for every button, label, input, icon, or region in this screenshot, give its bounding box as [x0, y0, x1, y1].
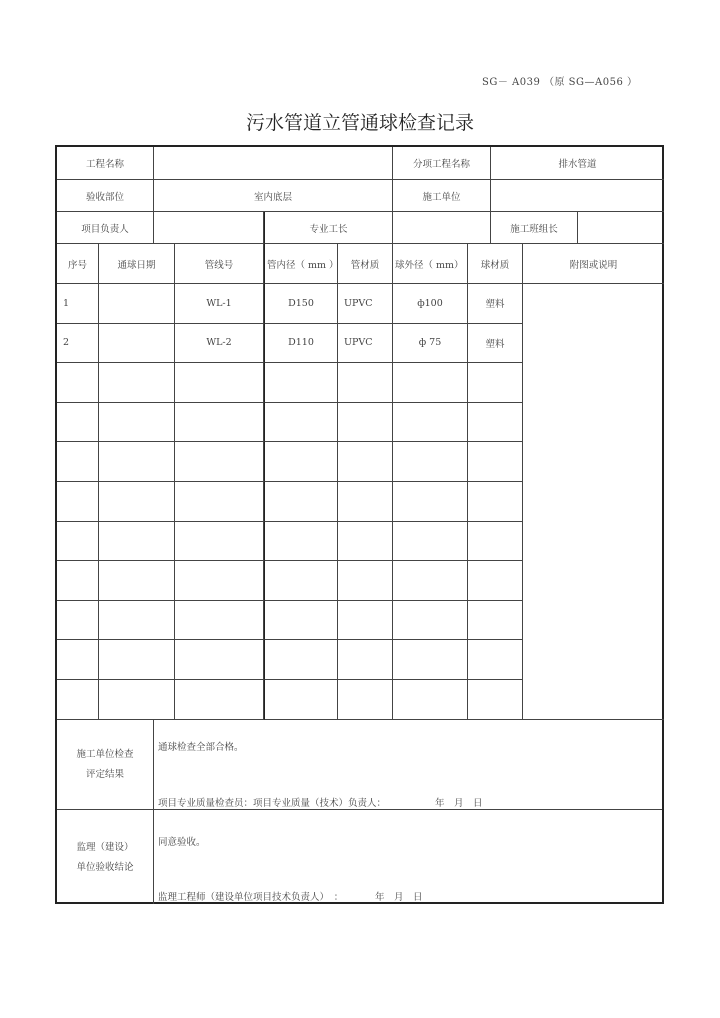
table-cell-ball-material: 塑料	[468, 284, 523, 324]
table-cell-seq	[57, 680, 99, 720]
column-header-date: 通球日期	[99, 244, 175, 284]
table-cell-ball-dia: ф100	[393, 284, 468, 324]
inspection-table	[55, 145, 664, 904]
table-cell-seq	[57, 482, 99, 522]
table-cell-pipe-material	[338, 403, 393, 443]
table-cell-line-no	[175, 680, 264, 720]
table-cell-seq: 1	[57, 284, 99, 324]
table-cell-pipe-material	[338, 561, 393, 601]
table-cell-pipe-material	[338, 680, 393, 720]
construction-check-date: 年 月 日	[435, 798, 483, 809]
project-name-label: 工程名称	[57, 147, 154, 180]
foreman-label: 专业工长	[264, 212, 393, 244]
table-cell-ball-material	[468, 561, 523, 601]
table-cell-ball-material	[468, 363, 523, 403]
table-cell-seq	[57, 601, 99, 641]
construction-unit-label: 施工单位	[393, 180, 491, 212]
table-cell-line-no	[175, 601, 264, 641]
column-header-ball-dia: 球外径（ mm）	[393, 244, 468, 284]
table-cell-inner-dia	[264, 561, 338, 601]
supervision-section	[57, 810, 662, 904]
table-cell-ball-dia	[393, 482, 468, 522]
table-cell-line-no	[175, 403, 264, 443]
table-cell-inner-dia	[264, 482, 338, 522]
table-cell-inner-dia	[264, 680, 338, 720]
table-cell-line-no	[175, 640, 264, 680]
table-cell-date	[99, 522, 175, 562]
construction-check-section	[57, 719, 662, 810]
table-cell-inner-dia	[264, 640, 338, 680]
table-cell-line-no: WL-2	[175, 324, 264, 364]
table-cell-inner-dia	[264, 363, 338, 403]
supervision-date: 年 月 日	[375, 892, 423, 903]
table-cell-inner-dia	[264, 403, 338, 443]
table-cell-pipe-material	[338, 601, 393, 641]
table-cell-ball-dia	[393, 561, 468, 601]
table-cell-pipe-material	[338, 640, 393, 680]
construction-check-label-2: 评定结果	[85, 769, 124, 780]
project-name-value	[154, 147, 393, 180]
table-cell-date	[99, 561, 175, 601]
column-header-line-no: 管线号	[175, 244, 264, 284]
table-cell-ball-dia	[393, 522, 468, 562]
table-cell-inner-dia	[264, 601, 338, 641]
remarks-cell	[523, 284, 664, 720]
team-leader-value	[578, 212, 664, 244]
supervision-signature: 监理工程师（建设单位项目技术负责人） ：	[158, 892, 344, 903]
table-cell-date	[99, 324, 175, 364]
table-cell-inner-dia: D150	[264, 284, 338, 324]
table-cell-line-no	[175, 522, 264, 562]
table-cell-pipe-material: UPVC	[338, 284, 393, 324]
construction-unit-value	[491, 180, 664, 212]
table-cell-seq	[57, 522, 99, 562]
table-cell-ball-dia	[393, 601, 468, 641]
table-cell-ball-material	[468, 680, 523, 720]
table-cell-date	[99, 403, 175, 443]
table-cell-ball-dia	[393, 442, 468, 482]
column-header-seq: 序号	[57, 244, 99, 284]
supervision-label-2: 单位验收结论	[76, 862, 134, 873]
table-cell-line-no	[175, 561, 264, 601]
construction-check-label-1: 施工单位检查	[76, 749, 134, 760]
table-cell-ball-material	[468, 482, 523, 522]
supervision-label-1: 监理（建设）	[76, 842, 134, 853]
table-cell-pipe-material	[338, 442, 393, 482]
table-cell-seq	[57, 640, 99, 680]
acceptance-part-label: 验收部位	[57, 180, 154, 212]
table-cell-seq	[57, 363, 99, 403]
acceptance-part-value: 室内底层	[154, 180, 393, 212]
column-header-ball-material: 球材质	[468, 244, 523, 284]
table-cell-date	[99, 680, 175, 720]
foreman-value	[393, 212, 491, 244]
table-cell-ball-material	[468, 403, 523, 443]
table-cell-ball-dia	[393, 640, 468, 680]
document-code: SG－ A039 （原 SG—A056 ）	[482, 77, 638, 88]
table-cell-line-no	[175, 482, 264, 522]
table-cell-pipe-material	[338, 363, 393, 403]
table-cell-ball-dia: ф 75	[393, 324, 468, 364]
table-cell-ball-material	[468, 640, 523, 680]
table-cell-seq	[57, 442, 99, 482]
table-cell-pipe-material: UPVC	[338, 324, 393, 364]
column-header-remarks: 附图或说明	[523, 244, 664, 284]
table-cell-date	[99, 442, 175, 482]
column-header-pipe-material: 管材质	[338, 244, 393, 284]
construction-check-result: 通球检查全部合格。	[158, 742, 244, 753]
table-cell-line-no: WL-1	[175, 284, 264, 324]
table-cell-line-no	[175, 363, 264, 403]
table-cell-seq: 2	[57, 324, 99, 364]
team-leader-label: 施工班组长	[491, 212, 578, 244]
table-cell-date	[99, 601, 175, 641]
table-cell-seq	[57, 561, 99, 601]
table-cell-inner-dia: D110	[264, 324, 338, 364]
construction-check-signature: 项目专业质量检查员：项目专业质量（技术）负责人：	[158, 798, 387, 809]
table-cell-pipe-material	[338, 482, 393, 522]
table-cell-date	[99, 640, 175, 680]
table-cell-ball-material: 塑料	[468, 324, 523, 364]
sub-project-value: 排水管道	[491, 147, 664, 180]
table-cell-ball-material	[468, 442, 523, 482]
project-manager-value	[154, 212, 264, 244]
table-cell-ball-dia	[393, 363, 468, 403]
table-cell-line-no	[175, 442, 264, 482]
table-cell-date	[99, 284, 175, 324]
supervision-result: 同意验收。	[158, 837, 206, 848]
table-cell-inner-dia	[264, 442, 338, 482]
table-cell-date	[99, 363, 175, 403]
column-header-inner-dia: 管内径（ mm ）	[264, 244, 338, 284]
table-cell-ball-material	[468, 522, 523, 562]
project-manager-label: 项目负责人	[57, 212, 154, 244]
table-cell-date	[99, 482, 175, 522]
page-title: 污水管道立管通球检查记录	[245, 112, 474, 134]
table-cell-seq	[57, 403, 99, 443]
table-cell-inner-dia	[264, 522, 338, 562]
table-cell-ball-dia	[393, 680, 468, 720]
table-cell-pipe-material	[338, 522, 393, 562]
table-cell-ball-material	[468, 601, 523, 641]
sub-project-label: 分项工程名称	[393, 147, 491, 180]
table-cell-ball-dia	[393, 403, 468, 443]
